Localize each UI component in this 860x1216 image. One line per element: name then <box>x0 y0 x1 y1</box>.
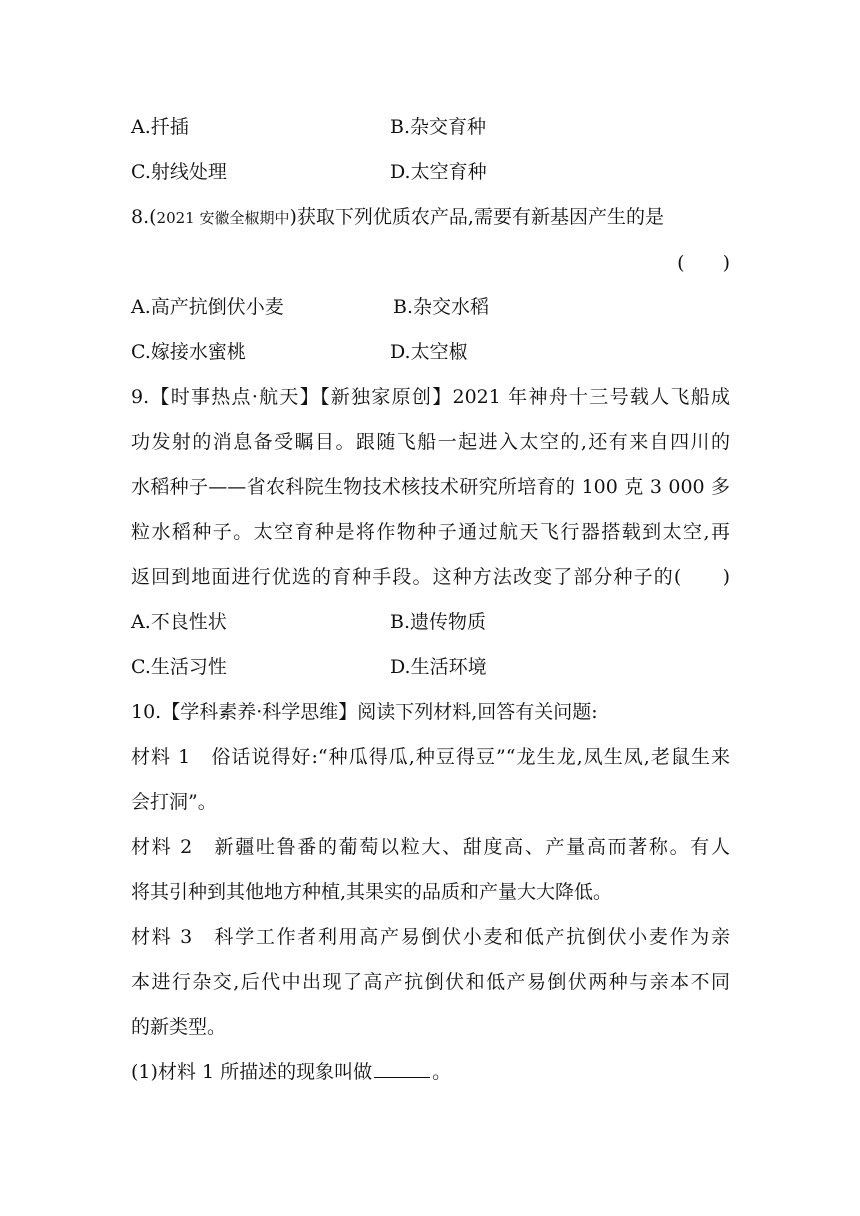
q8-number: 8.( <box>131 206 157 228</box>
q8-answer-paren: ( ) <box>677 252 730 274</box>
q8-option-d: D.太空椒 <box>390 341 468 363</box>
q10-material1-line-1: 材料 1 俗话说得好:“种瓜得瓜,种豆得豆”“龙生龙,凤生凤,老鼠生来 <box>131 746 730 768</box>
q10-sub1-suffix: 。 <box>432 1061 452 1083</box>
q10-material3-line-3: 的新类型。 <box>131 1016 227 1038</box>
q10-intro: 10.【学科素养·科学思维】阅读下列材料,回答有关问题: <box>131 701 598 723</box>
q9-option-a: A.不良性状 <box>131 611 227 633</box>
q9-line-2: 功发射的消息备受瞩目。跟随飞船一起进入太空的,还有来自四川的 <box>131 431 730 453</box>
q10-material3-line-2: 本进行杂交,后代中出现了高产抗倒伏和低产易倒伏两种与亲本不同 <box>131 971 730 993</box>
q9-line-3: 水稻种子——省农科院生物技术核技术研究所培育的 100 克 3 000 多 <box>131 476 730 498</box>
q8-stem-text: )获取下列优质农产品,需要有新基因产生的是 <box>289 206 664 228</box>
q10-material1-line-2: 会打洞”。 <box>131 791 217 813</box>
q10-sub1-answer-blank[interactable] <box>374 1059 430 1078</box>
q9-option-d: D.生活环境 <box>390 656 487 678</box>
q9-line-1: 9.【时事热点·航天】【新独家原创】2021 年神舟十三号载人飞船成 <box>131 386 730 408</box>
q8-option-b: B.杂交水稻 <box>393 296 490 318</box>
q10-material2-line-2: 将其引种到其他地方种植,其果实的品质和产量大大降低。 <box>131 881 613 903</box>
q7-option-a: A.扦插 <box>131 116 189 138</box>
q9-option-c: C.生活习性 <box>131 656 227 678</box>
q10-sub1 <box>131 1058 451 1086</box>
q9-option-b: B.遗传物质 <box>390 611 487 633</box>
q9-line-5: 返回到地面进行优选的育种手段。这种方法改变了部分种子的( ) <box>131 566 730 588</box>
q7-option-c: C.射线处理 <box>131 161 227 183</box>
q10-material3-line-1: 材料 3 科学工作者利用高产易倒伏小麦和低产抗倒伏小麦作为亲 <box>131 926 730 948</box>
q10-sub1-prefix: (1)材料 1 所描述的现象叫做 <box>131 1061 373 1083</box>
q8-option-c: C.嫁接水蜜桃 <box>131 341 246 363</box>
q7-option-b: B.杂交育种 <box>390 116 487 138</box>
q8-source: 2021 安徽全椒期中 <box>156 209 290 227</box>
q10-material2-line-1: 材料 2 新疆吐鲁番的葡萄以粒大、甜度高、产量高而著称。有人 <box>131 836 730 858</box>
q8-option-a: A.高产抗倒伏小麦 <box>131 296 284 318</box>
q9-line-4: 粒水稻种子。太空育种是将作物种子通过航天飞行器搭载到太空,再 <box>131 521 730 543</box>
q7-option-d: D.太空育种 <box>390 161 487 183</box>
q8-stem <box>131 203 664 232</box>
